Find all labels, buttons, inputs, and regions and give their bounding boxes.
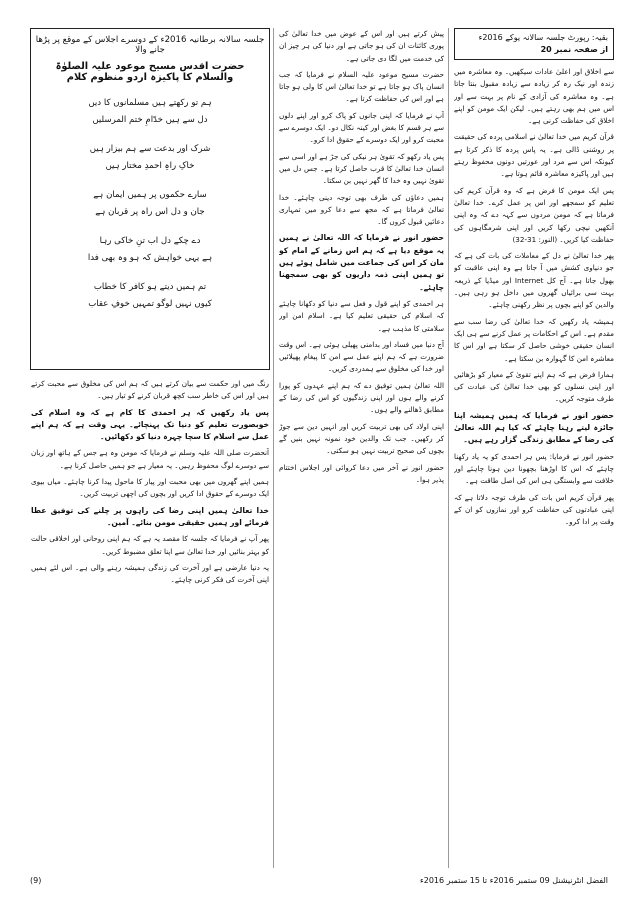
paragraph: ہمیشہ یاد رکھیں کہ خدا تعالیٰ کی رضا سب سے مقدم ہے۔ اس کے احکامات پر عمل کرنے سے ہی ایک انسان حقیقی خوشی حاصل کر سکتا ہے اور اس کا معاشرہ امن کا گہوارہ بن سکتا ہے۔ — [454, 316, 614, 363]
report-continuation-box — [454, 28, 614, 60]
verse-line: ہم تو رکھتے ہیں مسلمانوں کا دیں — [88, 98, 212, 108]
left-column — [31, 378, 269, 868]
paragraph: حضور انور نے فرمایا کہ ہمیں ہمیشہ اپنا جائزہ لیتے رہنا چاہئے کہ کیا ہم اللہ تعالیٰ کی رضا کے مطابق زندگی گزار رہے ہیں۔ — [454, 410, 614, 445]
paragraph: آنحضرت صلی اللہ علیہ وسلم نے فرمایا کہ مومن وہ ہے جس کے ہاتھ اور زبان سے دوسرے لوگ محفوظ رہیں۔ یہ معیار ہے جو ہمیں حاصل کرنا ہے۔ — [31, 448, 269, 470]
publication-header: الفضل انٹرنیشنل 09 ستمبر 2016ء تا 15 ستمبر 2016ء — [419, 876, 608, 885]
paragraph: حضور انور نے آخر میں دعا کروائی اور اجلاس اختتام پذیر ہوا۔ — [279, 462, 444, 484]
left-column-text — [31, 378, 269, 586]
paragraph: ہمیں اپنے گھروں میں بھی محبت اور پیار کا ماحول پیدا کرنا چاہئے۔ میاں بیوی ایک دوسرے کے حقوق ادا کریں اور بچوں کی اچھی تربیت کریں۔ — [31, 477, 269, 499]
paragraph: پس یاد رکھیں کہ ہر احمدی کا کام ہے کہ وہ اسلام کی خوبصورت تعلیم کو دنیا تک پہنچائے۔ یہی وقت ہے کہ ہم اپنے عمل سے اسلام کا سچا چہرہ دنیا کو دکھائیں۔ — [31, 407, 269, 442]
right-column — [454, 28, 614, 868]
paragraph: آج دنیا میں فساد اور بدامنی پھیلی ہوئی ہے۔ اس وقت ضرورت ہے کہ ہم اپنے عمل سے امن کا پیغام پھیلائیں اور خدا کی مخلوق سے ہمدردی کریں۔ — [279, 339, 444, 374]
verse-line: دے چکے دل اب تنِ خاکی رہا — [99, 236, 201, 246]
paragraph: سے اخلاق اور اعلیٰ عادات سیکھیں۔ وہ معاشرہ میں زندہ اور نیک رہ کر زیادہ سے زیادہ مقبول بنتا جاتا ہے۔ وہ معاشرہ کی آزادی کے نام پر بہت سے اور اس میں ہم بھی رہتے ہیں۔ لیکن ایک مومن کو اپنے اخلاق کی حفاظت کرنی ہے۔ — [454, 67, 614, 126]
paragraph: پیش کرتے ہیں اور اس کے عوض میں خدا تعالیٰ کی پوری کائنات ان کی ہو جاتی ہے اور دنیا کی ہر چیز ان کی خدمت میں لگا دی جاتی ہے۔ — [279, 29, 444, 63]
verse-line: کیوں نہیں لوگو تمہیں خوفِ عقاب — [88, 299, 212, 309]
paragraph: ہر احمدی کو اپنے قول و فعل سے دنیا کو دکھانا چاہئے کہ اسلام کی حقیقی تعلیم کیا ہے۔ اسلام امن اور سلامتی کا مذہب ہے۔ — [279, 298, 444, 333]
poem-couplet — [31, 279, 269, 313]
verse-line: سارے حکموں پر ہمیں ایمان ہے — [93, 190, 207, 200]
paragraph: ہمیں دعاؤں کی طرف بھی توجہ دینی چاہئے۔ خدا تعالیٰ فرماتا ہے کہ مجھ سے دعا کرو میں تمہاری دعائیں قبول کروں گا۔ — [279, 192, 444, 227]
paragraph: آپ نے فرمایا کہ اپنی جانوں کو پاک کرو اور اپنے دلوں سے ہر قسم کا بغض اور کینہ نکال دو۔ ایک دوسرے سے محبت کرو اور ایک دوسرے کے حقوق ادا کرو۔ — [279, 110, 444, 145]
verse-line: ہے یہی خواہش کہ ہو وہ بھی فدا — [87, 253, 213, 263]
paragraph: پس ایک مومن کا فرض ہے کہ وہ قرآن کریم کی تعلیم کو سمجھے اور اس پر عمل کرے۔ خدا تعالیٰ فرماتا ہے کہ مومن مردوں سے کہہ دے کہ وہ اپنی آنکھیں نیچی رکھا کریں اور اپنی شرمگاہوں کی حفاظت کیا کریں۔ (النور: 31-32) — [454, 185, 614, 244]
poem-intro: جلسہ سالانہ برطانیہ 2016ء کے دوسرے اجلاس کے موقع پر پڑھا جانے والا — [35, 35, 265, 55]
verse-line: جان و دل اس راہ پر قربان ہے — [95, 207, 205, 217]
paragraph: اللہ تعالیٰ ہمیں توفیق دے کہ ہم اپنے عہدوں کو پورا کرنے والے ہوں اور اپنی زندگیوں کو اس کی رضا کے مطابق ڈھالنے والے ہوں۔ — [279, 380, 444, 415]
verse-line: شرک اور بدعت سے ہم بیزار ہیں — [89, 144, 211, 154]
paragraph: پھر خدا تعالیٰ نے دل کے معاملات کی بات کی ہے کہ جو دنیاوی کشش میں آ جاتا ہے وہ اپنی عاقبت کو بھول جاتا ہے۔ آج کل Internet اور میڈیا کے ذریعہ بہت سی برائیاں گھروں میں داخل ہو رہی ہیں۔ والدین کو اپنے بچوں پر نظر رکھنی چاہئے۔ — [454, 251, 614, 310]
verse-line: تم ہمیں دیتے ہو کافر کا خطاب — [93, 282, 207, 292]
paragraph: پھر قرآن کریم اس بات کی طرف توجہ دلاتا ہے کہ اپنی عبادتوں کی حفاظت کرو اور نمازوں کو ان کے وقت پر ادا کرو۔ — [454, 492, 614, 527]
column-divider — [273, 28, 274, 868]
middle-column — [279, 28, 444, 868]
paragraph: پس یاد رکھو کہ تقویٰ ہر نیکی کی جڑ ہے اور اسی سے انسان خدا تعالیٰ کا قرب حاصل کرتا ہے۔ جس دل میں تقویٰ نہیں وہ خدا کا گھر نہیں بن سکتا۔ — [279, 151, 444, 186]
paragraph: رنگ میں اور حکمت سے بیان کرتے ہیں کہ ہم اس کی مخلوق سے محبت کرتے ہیں اور اس کی خاطر سب کچھ قربان کرنے کو تیار ہیں۔ — [31, 379, 269, 401]
poem-couplet — [31, 141, 269, 175]
verse-line: دل سے ہیں خدّامِ ختم المرسلیں — [92, 115, 208, 125]
paragraph: حضرت مسیح موعود علیہ السلام نے فرمایا کہ جب انسان پاک ہو جاتا ہے تو خدا تعالیٰ اس کا ولی ہو جاتا ہے اور اس کی حفاظت کرتا ہے۔ — [279, 69, 444, 104]
paragraph: قرآن کریم میں خدا تعالیٰ نے اسلامی پردہ کی حقیقت پر روشنی ڈالی ہے۔ یہ پاس پردہ کا ذکر کرتا ہے کیونکہ اس سے مرد اور عورتیں دونوں محفوظ رہتے ہیں اور پاکیزہ معاشرہ قائم ہوتا ہے۔ — [454, 132, 614, 179]
poem-couplet — [31, 187, 269, 221]
paragraph: حضور انور نے فرمایا: پس ہر احمدی کو یہ یاد رکھنا چاہئے کہ اس کا اوڑھنا بچھونا دین ہونا چاہئے اور خلافت سے وابستگی ہی اس کی اصل طاقت ہے۔ — [454, 451, 614, 486]
poem-couplet — [31, 233, 269, 267]
middle-column-text — [279, 28, 444, 486]
paragraph: یہ دنیا عارضی ہے اور آخرت کی زندگی ہمیشہ رہنے والی ہے۔ اس لئے ہمیں اپنی آخرت کی فکر کرنی چاہئے۔ — [31, 562, 269, 585]
paragraph: حضور انور نے فرمایا کہ اللہ تعالیٰ نے ہمیں یہ موقع دیا ہے کہ ہم اس زمانے کے امام کو مان کر اس کی جماعت میں شامل ہوئے ہیں تو ہمیں اپنی ذمہ داریوں کو بھی سمجھنا چاہئے۔ — [279, 233, 444, 292]
page-footer — [30, 876, 608, 892]
paragraph: اپنی اولاد کی بھی تربیت کریں اور انہیں دین سے جوڑ کر رکھیں۔ جب تک والدین خود نمونہ نہیں بنیں گے بچوں کی صحیح تربیت نہیں ہو سکتی۔ — [279, 421, 444, 456]
paragraph: ہمارا فرض ہے کہ ہم اپنے تقویٰ کے معیار کو بڑھائیں اور اپنی نسلوں کو بھی خدا تعالیٰ کی عبادت کی طرف متوجہ کریں۔ — [454, 369, 614, 404]
poem-box — [30, 28, 270, 370]
right-column-text — [454, 66, 614, 528]
poem-couplet — [31, 95, 269, 129]
continued-from-page: از صفحہ نمبر 20 — [540, 45, 608, 54]
report-title: بقیہ: رپورٹ جلسہ سالانہ یوکے 2016ء — [478, 33, 608, 42]
page-number: (9) — [30, 876, 42, 885]
poem-heading: حضرت اقدس مسیح موعود علیہ الصلوٰۃ والسلام کا پاکیزہ اردو منظوم کلام — [55, 61, 245, 83]
content-frame — [30, 28, 614, 868]
verse-line: خاکِ راہِ احمدِ مختار ہیں — [105, 161, 195, 171]
paragraph: پھر آپ نے فرمایا کہ جلسہ کا مقصد یہ ہے کہ ہم اپنی روحانی اور اخلاقی حالت کو بہتر بنائیں اور خدا تعالیٰ سے اپنا تعلق مضبوط کریں۔ — [31, 534, 269, 556]
column-divider — [448, 28, 449, 868]
paragraph: خدا تعالیٰ ہمیں اپنی رضا کی راہوں پر چلنے کی توفیق عطا فرمائے اور ہمیں حقیقی مومن بنائے۔ آمین۔ — [31, 505, 269, 527]
